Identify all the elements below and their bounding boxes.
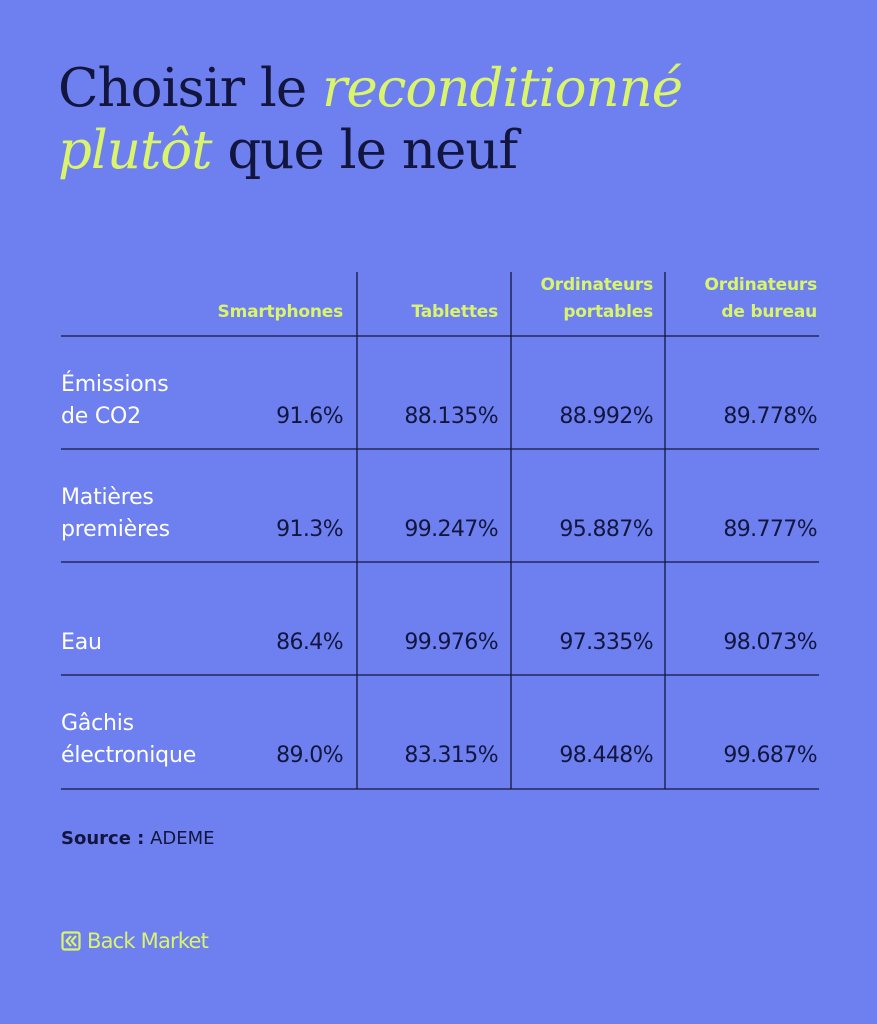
source-value: ADEME — [150, 828, 215, 849]
table-cell: 89.777% — [723, 517, 817, 542]
brand-logo — [61, 928, 208, 954]
table-cell: 98.073% — [723, 630, 817, 655]
table-cell: 99.687% — [723, 743, 817, 768]
source-note — [61, 826, 215, 852]
column-header: Ordinateurs portables — [540, 275, 653, 322]
brand-name: Back Market — [87, 929, 209, 953]
title-part-1: Choisir le — [58, 58, 323, 119]
row-label: Émissions de CO2 — [61, 372, 169, 429]
table-cell: 98.448% — [559, 743, 653, 768]
title-part-2: que le neuf — [211, 120, 518, 181]
column-header: Ordinateurs de bureau — [704, 275, 817, 322]
back-market-logo-icon — [61, 931, 81, 951]
row-label: Matières premières — [61, 485, 170, 542]
page-title — [58, 58, 838, 182]
table-cell: 83.315% — [404, 743, 498, 768]
comparison-table — [61, 272, 819, 790]
table-cell: 89.778% — [723, 404, 817, 429]
column-header: Tablettes — [411, 302, 498, 322]
column-header: Smartphones — [217, 302, 343, 322]
table-cell: 91.3% — [276, 517, 343, 542]
table-cell: 95.887% — [559, 517, 653, 542]
table-cell: 91.6% — [276, 404, 343, 429]
table-cell: 89.0% — [276, 743, 343, 768]
source-label: Source : — [61, 828, 145, 849]
table-cell: 88.992% — [559, 404, 653, 429]
table-cell: 88.135% — [404, 404, 498, 429]
row-label: Gâchis électronique — [61, 711, 197, 768]
table-cell: 97.335% — [559, 630, 653, 655]
table-cell: 99.976% — [404, 630, 498, 655]
title-accent-1: reconditionné — [322, 58, 683, 119]
table-cell: 86.4% — [276, 630, 343, 655]
table-cell: 99.247% — [404, 517, 498, 542]
title-accent-2: plutôt — [58, 120, 212, 181]
row-label: Eau — [61, 630, 102, 655]
